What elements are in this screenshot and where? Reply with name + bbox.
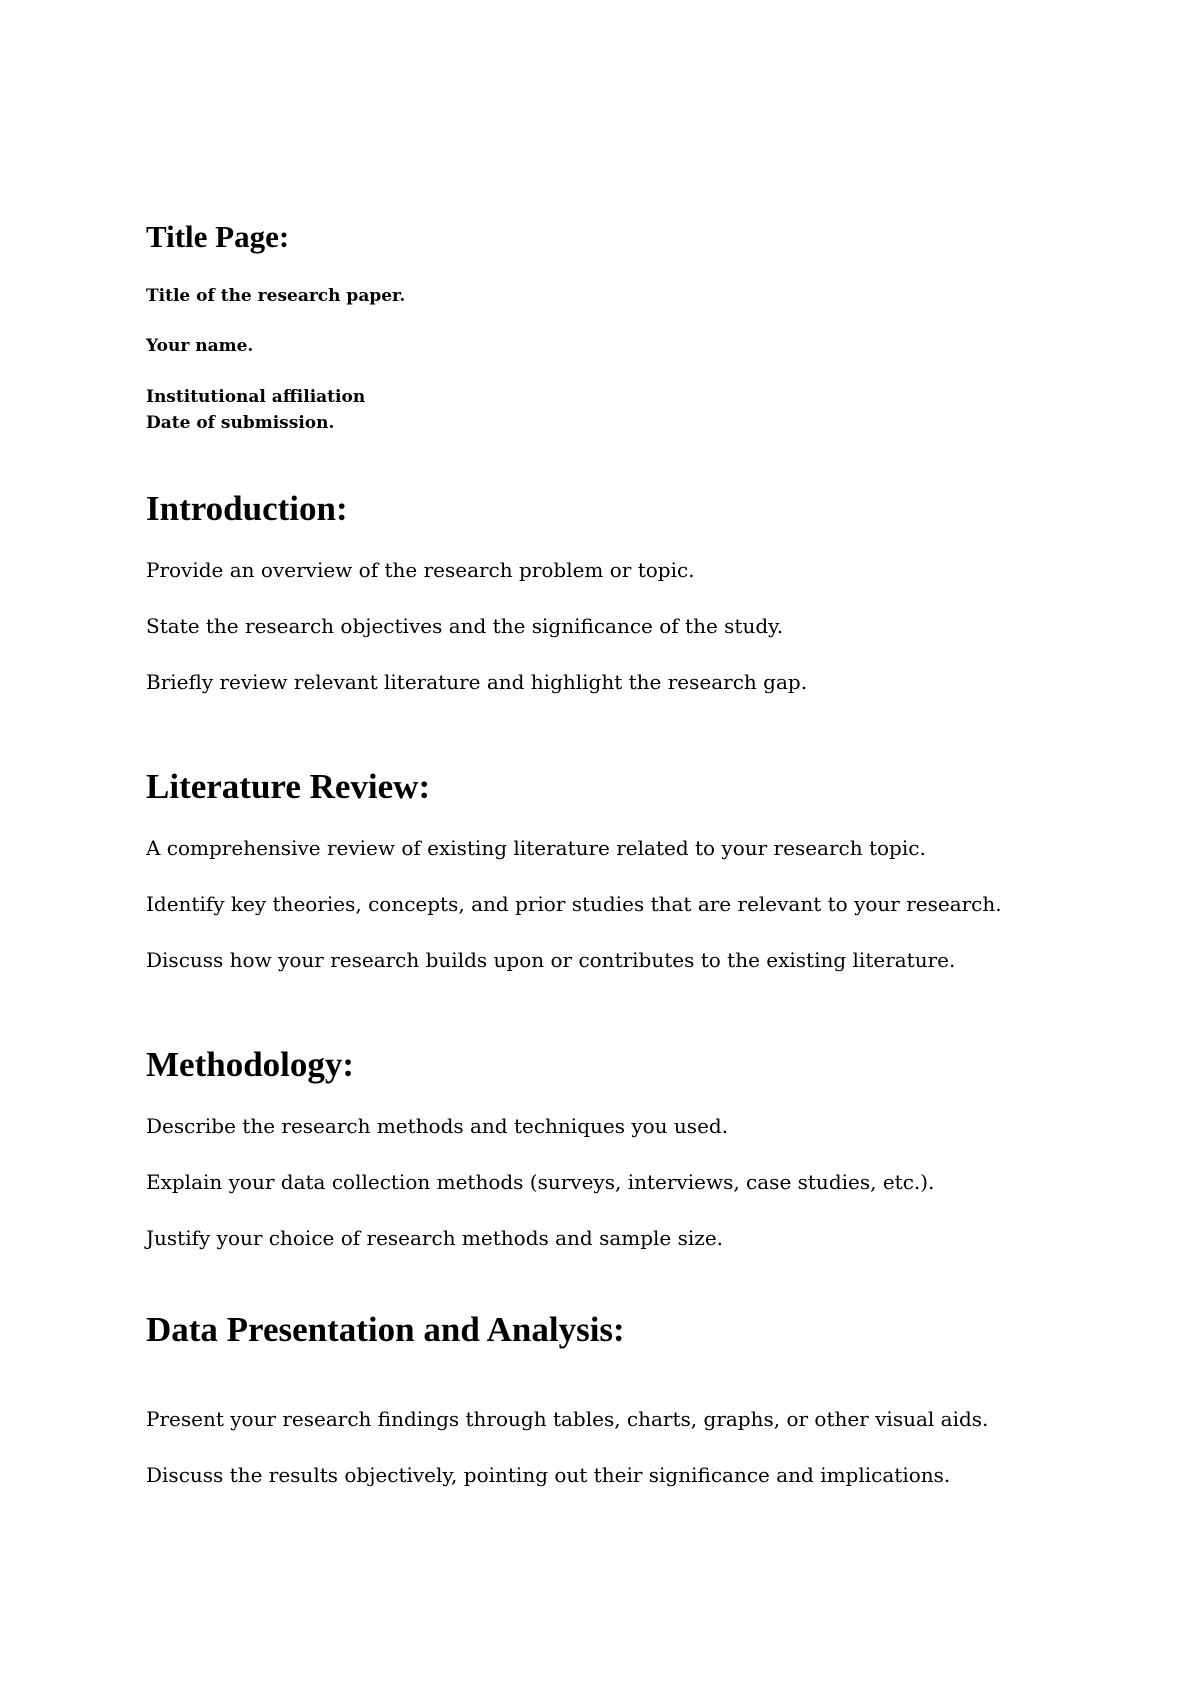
section-heading-data-presentation: Data Presentation and Analysis:	[146, 1310, 625, 1349]
literature-review-line-1: A comprehensive review of existing literature related to your research topic.	[146, 836, 926, 860]
title-page-line-affiliation: Institutional affiliation	[146, 387, 366, 407]
literature-review-line-2: Identify key theories, concepts, and prior studies that are relevant to your research.	[146, 892, 1002, 916]
title-page-line-title: Title of the research paper.	[146, 286, 406, 306]
title-page-line-name: Your name.	[146, 336, 254, 356]
section-heading-methodology: Methodology:	[146, 1045, 355, 1084]
introduction-line-2: State the research objectives and the significance of the study.	[146, 614, 784, 638]
literature-review-line-3: Discuss how your research builds upon or contributes to the existing literature.	[146, 948, 956, 972]
section-heading-literature-review: Literature Review:	[146, 767, 431, 806]
methodology-line-3: Justify your choice of research methods and sample size.	[146, 1226, 724, 1250]
section-heading-introduction: Introduction:	[146, 489, 348, 528]
introduction-line-3: Briefly review relevant literature and highlight the research gap.	[146, 670, 808, 694]
title-page-line-date: Date of submission.	[146, 413, 335, 433]
section-heading-title-page: Title Page:	[146, 219, 290, 254]
methodology-line-1: Describe the research methods and techniques you used.	[146, 1114, 729, 1138]
data-presentation-line-1: Present your research findings through tables, charts, graphs, or other visual aids.	[146, 1407, 989, 1431]
methodology-line-2: Explain your data collection methods (surveys, interviews, case studies, etc.).	[146, 1170, 935, 1194]
introduction-line-1: Provide an overview of the research problem or topic.	[146, 558, 695, 582]
data-presentation-line-2: Discuss the results objectively, pointing out their significance and implications.	[146, 1463, 951, 1487]
